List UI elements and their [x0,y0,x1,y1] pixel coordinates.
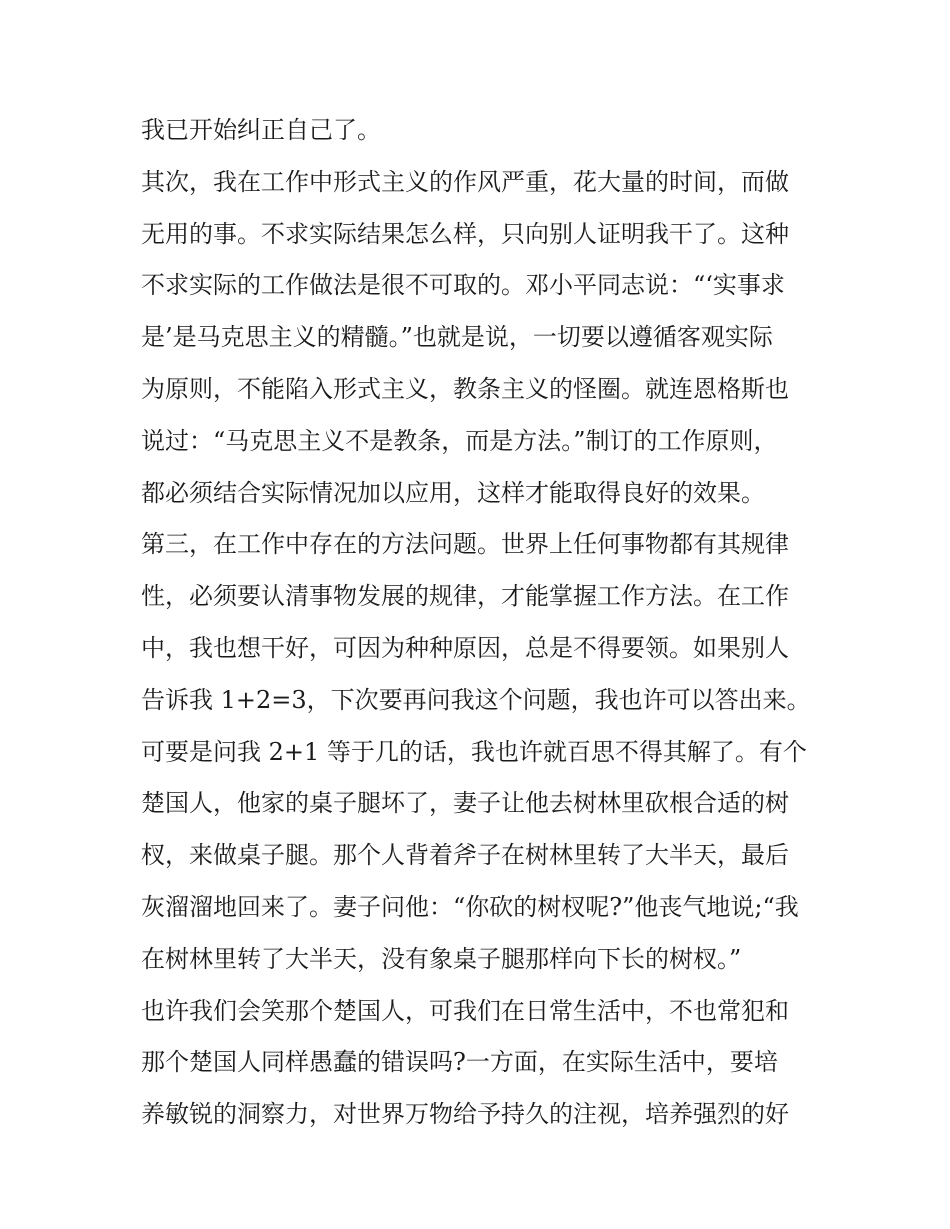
text-line: 其次，我在工作中形式主义的作风严重，花大量的时间，而做 [141,167,789,196]
text-line: 那个楚国人同样愚蠢的错误吗?一方面，在实际生活中，要培 [141,1048,778,1077]
text-line: 在树林里转了大半天，没有象桌子腿那样向下长的树杈。” [141,944,742,973]
text-line: 说过：“马克思主义不是教条，而是方法。”制订的工作原则， [141,426,778,455]
text-line: 都必须结合实际情况加以应用，这样才能取得良好的效果。 [141,478,765,507]
text-line: 性，必须要认清事物发展的规律，才能掌握工作方法。在工作 [141,582,789,611]
text-line: 楚国人，他家的桌子腿坏了，妻子让他去树林里砍根合适的树 [141,789,789,818]
text-line: 杈，来做桌子腿。那个人背着斧子在树林里转了大半天，最后 [141,841,789,870]
text-line: 是’是马克思主义的精髓。”也就是说，一切要以遵循客观实际 [141,323,773,352]
text-line: 为原则，不能陷入形式主义，教条主义的怪圈。就连恩格斯也 [141,374,789,403]
text-line: 无用的事。不求实际结果怎么样，只向别人证明我干了。这种 [141,219,789,248]
text-line: 养敏锐的洞察力，对世界万物给予持久的注视，培养强烈的好 [141,1100,789,1129]
body-text [141,105,821,1141]
text-line: 第三，在工作中存在的方法问题。世界上任何事物都有其规律 [141,530,789,559]
text-line: 可要是问我 2+1 等于几的话，我也许就百思不得其解了。有个 [141,737,807,766]
text-line: 灰溜溜地回来了。妻子问他：“你砍的树杈呢?”他丧气地说;“我 [141,892,799,921]
text-line: 告诉我 1+2=3，下次要再问我这个问题，我也许可以答出来。 [141,685,811,714]
text-line: 也许我们会笑那个楚国人，可我们在日常生活中，不也常犯和 [141,996,789,1025]
text-line: 不求实际的工作做法是很不可取的。邓小平同志说：“‘实事求 [141,271,785,300]
text-line: 我已开始纠正自己了。 [141,116,381,144]
text-line: 中，我也想干好，可因为种种原因，总是不得要领。如果别人 [141,633,789,662]
